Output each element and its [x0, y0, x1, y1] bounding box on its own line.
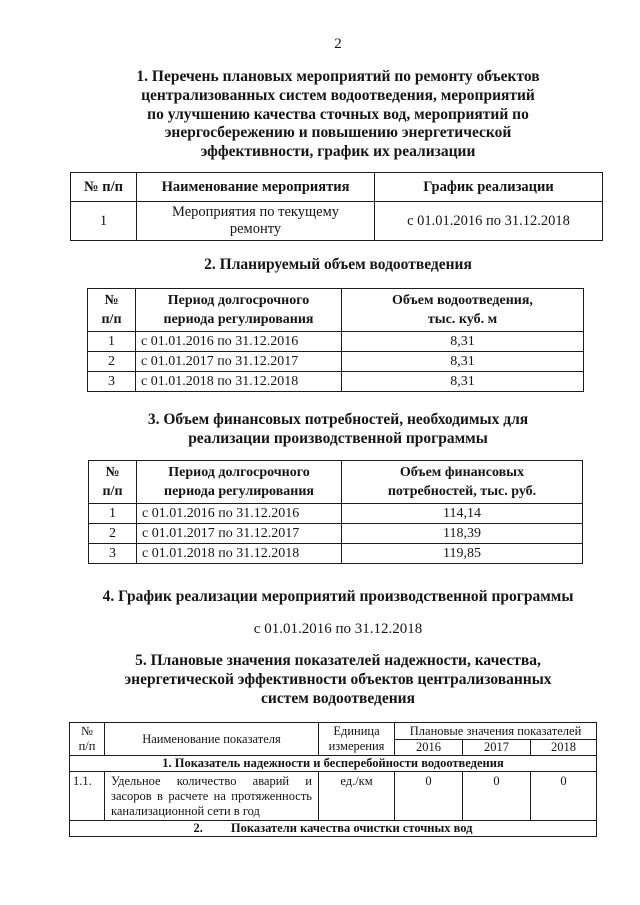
cell-number: 1.1. — [70, 772, 105, 821]
cell-volume: 8,31 — [342, 352, 584, 372]
section-1-title-line: по улучшению качества сточных вод, мероприятий по — [147, 105, 529, 123]
section-3-title-line: реализации производственной программы — [188, 429, 488, 447]
column-header-period — [136, 289, 342, 332]
column-header-year: 2018 — [531, 740, 597, 756]
column-header-number: № п/п — [71, 173, 137, 202]
header-text-line: № — [81, 724, 93, 738]
column-header-activity: Наименование мероприятия — [137, 173, 375, 202]
table-header-row — [70, 723, 597, 740]
header-text-line: п/п — [78, 739, 96, 753]
table-header-row — [89, 461, 583, 504]
cell-volume: 8,31 — [342, 332, 584, 352]
table-row — [70, 772, 597, 821]
column-header-period — [137, 461, 342, 504]
section-4-period: с 01.01.2016 по 31.12.2018 — [253, 621, 423, 637]
cell-text-line: Мероприятия по текущему — [172, 204, 339, 220]
section-1-title-line: централизованных систем водоотведения, мероприятий — [141, 86, 535, 104]
cell-indicator-name — [105, 772, 319, 821]
cell-text-line: засоров в расчете на протяженность — [111, 789, 312, 803]
group-title-reliability: 1. Показатель надежности и бесперебойности водоотведения — [70, 756, 597, 772]
section-5-title-line: систем водоотведения — [261, 689, 415, 707]
activities-table — [70, 172, 603, 241]
cell-number: 3 — [88, 372, 136, 392]
section-5-title-line: энергетической эффективности объектов централизованных — [124, 670, 552, 688]
cell-period: с 01.01.2017 по 31.12.2017 — [137, 524, 342, 544]
header-text-line: Единица — [333, 724, 380, 738]
table-row — [88, 352, 584, 372]
cell-schedule: с 01.01.2016 по 31.12.2018 — [375, 202, 603, 241]
group-number: 2. — [193, 821, 203, 835]
table-row — [89, 504, 583, 524]
group-title-treatment-quality — [70, 821, 597, 837]
header-text-line: периода регулирования — [163, 312, 314, 327]
page-number: 2 — [334, 36, 342, 52]
table-group-row — [70, 821, 597, 837]
cell-period: с 01.01.2016 по 31.12.2016 — [136, 332, 342, 352]
cell-value-2016: 0 — [395, 772, 463, 821]
section-2-title: 2. Планируемый объем водоотведения — [204, 256, 472, 273]
header-text-line: измерения — [328, 739, 385, 753]
column-header-number — [89, 461, 137, 504]
section-1-title-line: эффективности, график их реализации — [200, 143, 476, 161]
cell-period: с 01.01.2018 по 31.12.2018 — [136, 372, 342, 392]
header-text-line: Объем водоотведения, — [392, 293, 533, 308]
table-group-row — [70, 756, 597, 772]
cell-number: 3 — [89, 544, 137, 564]
column-header-planned-values: Плановые значения показателей — [395, 723, 597, 740]
cell-volume: 8,31 — [342, 372, 584, 392]
section-4-title: 4. График реализации мероприятий производственной программы — [102, 588, 574, 605]
column-header-volume — [342, 289, 584, 332]
header-text-line: периода регулирования — [164, 484, 314, 499]
section-5-title — [40, 652, 636, 708]
table-row — [88, 332, 584, 352]
column-header-number — [88, 289, 136, 332]
header-text-line: Период долгосрочного — [168, 465, 310, 480]
column-header-indicator-name: Наименование показателя — [105, 723, 319, 756]
column-header-number — [70, 723, 105, 756]
cell-financial-needs: 118,39 — [342, 524, 583, 544]
cell-financial-needs: 119,85 — [342, 544, 583, 564]
section-3-title-line: 3. Объем финансовых потребностей, необходимых для — [147, 411, 529, 428]
table-header-row — [71, 173, 603, 202]
cell-text-line: Удельное количество аварий и — [111, 774, 312, 788]
column-header-financial-needs — [342, 461, 583, 504]
section-1-title-line: энергосбережению и повышению энергетической — [164, 124, 512, 142]
cell-value-2018: 0 — [531, 772, 597, 821]
table-row — [88, 372, 584, 392]
indicators-table — [69, 722, 597, 837]
cell-activity-name — [137, 202, 375, 241]
header-text-line: Период долгосрочного — [167, 293, 310, 308]
cell-number: 2 — [88, 352, 136, 372]
column-header-year: 2017 — [463, 740, 531, 756]
section-1-title-line: 1. Перечень плановых мероприятий по ремонту объектов — [136, 68, 540, 85]
cell-number: 2 — [89, 524, 137, 544]
table-row — [89, 544, 583, 564]
cell-unit: ед./км — [319, 772, 395, 821]
cell-financial-needs: 114,14 — [342, 504, 583, 524]
cell-period: с 01.01.2018 по 31.12.2018 — [137, 544, 342, 564]
cell-text-line: канализационной сети в год — [111, 804, 260, 818]
cell-period: с 01.01.2016 по 31.12.2016 — [137, 504, 342, 524]
header-text-line: № — [105, 465, 120, 480]
header-text-line: тыс. куб. м — [427, 312, 498, 327]
table-row — [89, 524, 583, 544]
table-header-row — [88, 289, 584, 332]
column-header-schedule: График реализации — [375, 173, 603, 202]
column-header-unit — [319, 723, 395, 756]
section-3-title — [40, 411, 636, 449]
wastewater-volume-table — [87, 288, 584, 392]
header-text-line: потребностей, тыс. руб. — [387, 484, 537, 499]
section-1-title — [40, 68, 636, 162]
cell-value-2017: 0 — [463, 772, 531, 821]
header-text-line: п/п — [101, 312, 122, 327]
financial-needs-table — [88, 460, 583, 564]
group-label: Показатели качества очистки сточных вод — [230, 821, 473, 835]
cell-number: 1 — [88, 332, 136, 352]
cell-text-line: ремонту — [229, 221, 282, 237]
cell-period: с 01.01.2017 по 31.12.2017 — [136, 352, 342, 372]
table-row — [71, 202, 603, 241]
header-text-line: № — [104, 293, 119, 308]
section-5-title-line: 5. Плановые значения показателей надежности, качества, — [135, 652, 541, 669]
column-header-year: 2016 — [395, 740, 463, 756]
header-text-line: Объем финансовых — [399, 465, 525, 480]
cell-number: 1 — [89, 504, 137, 524]
cell-number: 1 — [71, 202, 137, 241]
header-text-line: п/п — [102, 484, 123, 499]
